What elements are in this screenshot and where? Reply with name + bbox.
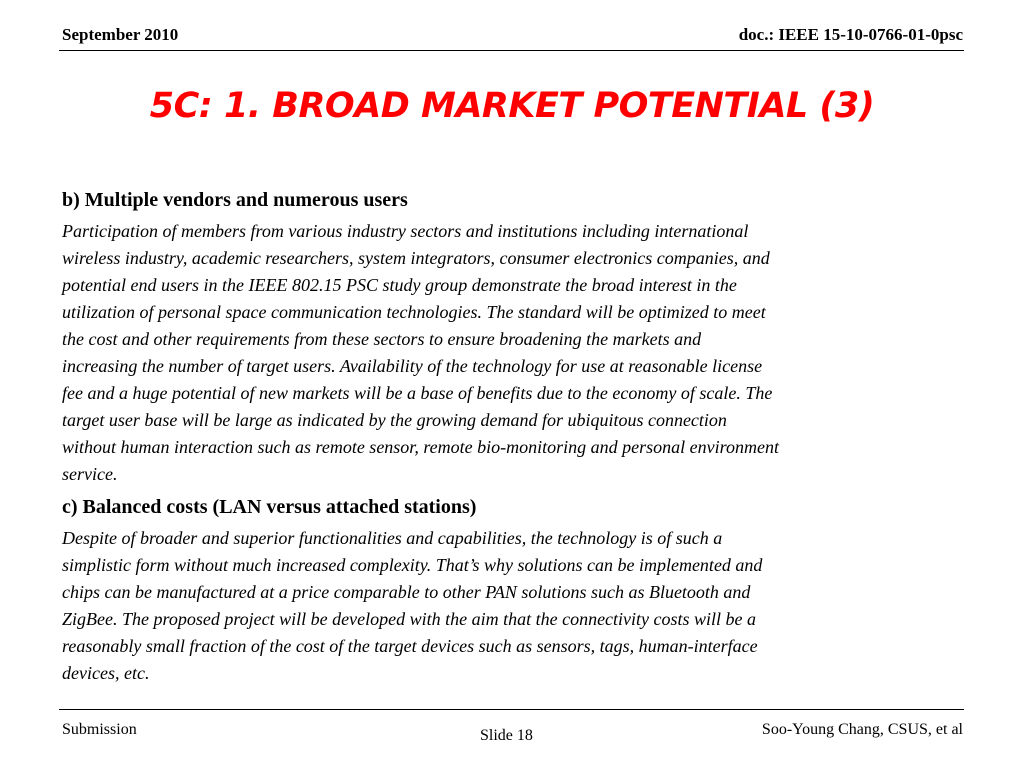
slide-title: 5C: 1. BROAD MARKET POTENTIAL (3) [149, 86, 875, 126]
header-doc-id: doc.: IEEE 15-10-0766-01-0psc [738, 25, 963, 44]
section-b-heading: b) Multiple vendors and numerous users [62, 189, 408, 211]
slide-number: Slide 18 [480, 727, 533, 744]
body-line: ZigBee. The proposed project will be developed with the aim that the connectivity costs will be a [62, 609, 757, 629]
body-line: simplistic form without much increased complexity. That’s why solutions can be implemented and [62, 555, 763, 575]
section-c-heading: c) Balanced costs (LAN versus attached stations) [62, 496, 477, 518]
body-line: utilization of personal space communication technologies. The standard will be optimized to meet [62, 302, 766, 322]
slide-content [62, 187, 974, 687]
body-line: increasing the number of target users. Availability of the technology for use at reasonable license [62, 356, 763, 376]
body-line: the cost and other requirements from these sectors to ensure broadening the markets and [62, 329, 702, 349]
body-line: potential end users in the IEEE 802.15 PSC study group demonstrate the broad interest in the [62, 275, 737, 295]
body-line: chips can be manufactured at a price comparable to other PAN solutions such as Bluetooth and [62, 582, 751, 602]
body-line: service. [62, 464, 118, 484]
footer-divider [59, 709, 964, 710]
body-line: devices, etc. [62, 663, 150, 683]
body-line: Participation of members from various industry sectors and institutions including international [62, 221, 749, 241]
footer-author: Soo-Young Chang, CSUS, et al [761, 721, 963, 738]
header-divider [59, 50, 964, 51]
body-line: without human interaction such as remote sensor, remote bio-monitoring and personal environment [62, 437, 779, 457]
body-line: target user base will be large as indicated by the growing demand for ubiquitous connection [62, 410, 727, 430]
header-date: September 2010 [62, 25, 179, 44]
body-line: reasonably small fraction of the cost of the target devices such as sensors, tags, human-interface [62, 636, 758, 656]
body-line: Despite of broader and superior functionalities and capabilities, the technology is of such a [62, 528, 723, 548]
footer-submission: Submission [62, 721, 137, 738]
body-line: wireless industry, academic researchers, system integrators, consumer electronics companies, and [62, 248, 770, 268]
section-c-body [62, 525, 974, 687]
section-b-body [62, 218, 974, 488]
body-line: fee and a huge potential of new markets will be a base of benefits due to the economy of scale. The [62, 383, 773, 403]
